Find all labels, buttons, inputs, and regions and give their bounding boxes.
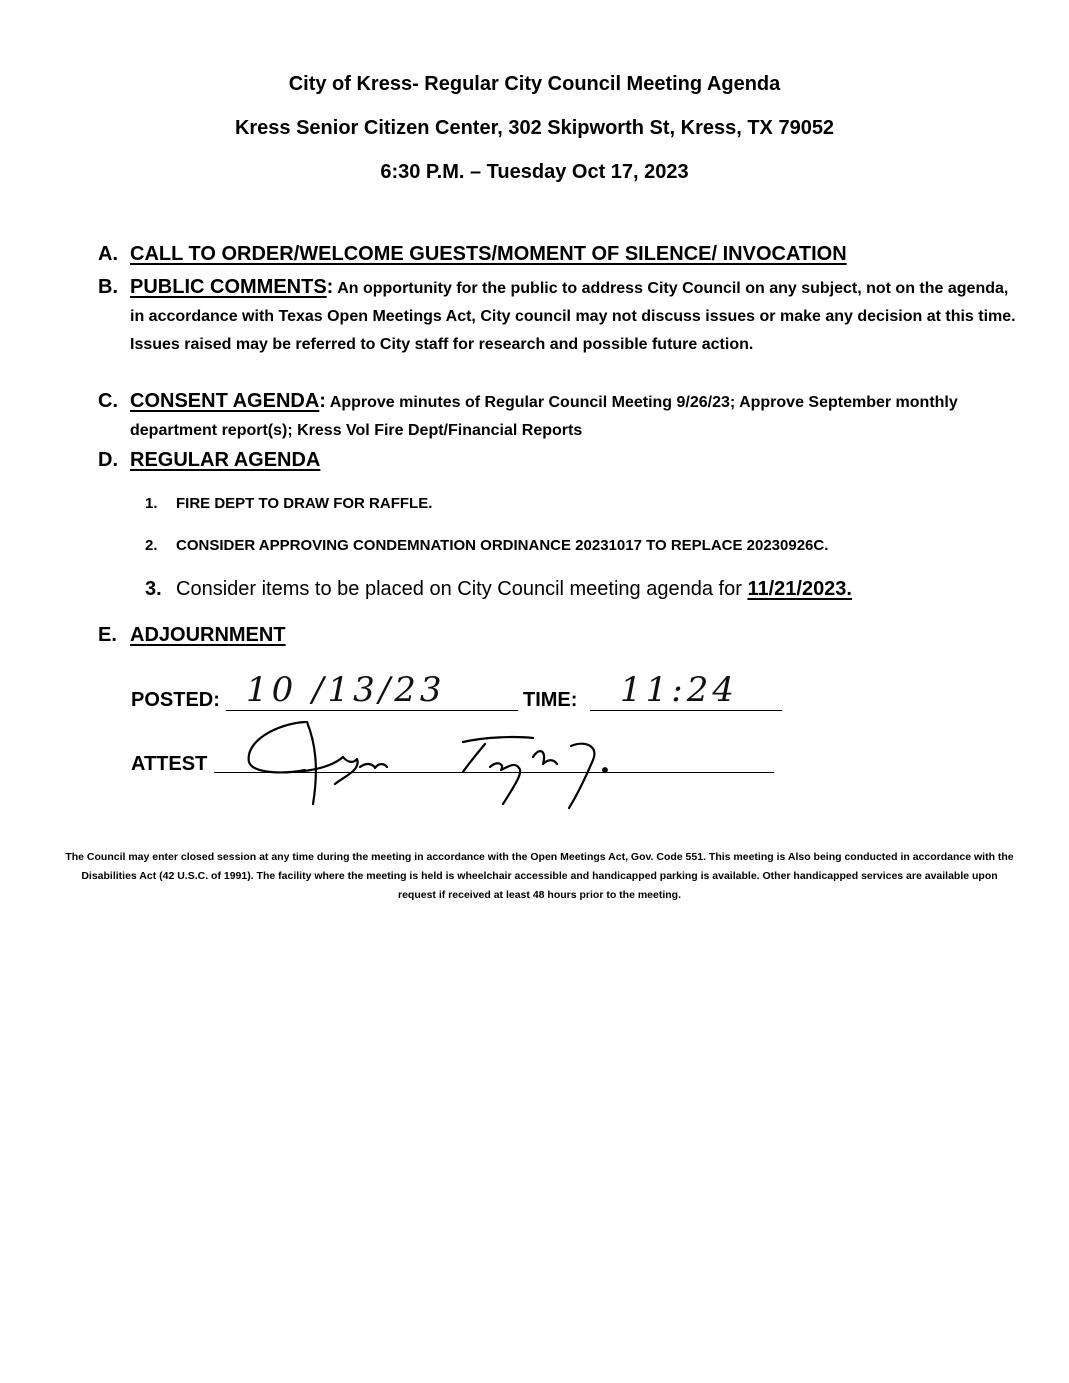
- posted-label: POSTED:: [131, 689, 220, 711]
- attest-signature: [235, 712, 635, 812]
- meeting-datetime: 6:30 P.M. – Tuesday Oct 17, 2023: [380, 161, 689, 183]
- heading-colon: :: [326, 276, 334, 298]
- next-meeting-date: 11/21/2023.: [747, 578, 852, 600]
- section-letter: B.: [98, 276, 118, 298]
- section-consent-agenda: [98, 387, 1018, 445]
- section-public-comments: [98, 273, 1018, 359]
- posted-date-handwritten: 10 /13/23: [246, 670, 446, 710]
- agenda-title: City of Kress- Regular City Council Meeting Agenda: [288, 73, 781, 95]
- section-adjournment: [98, 621, 1018, 651]
- section-heading: CONSENT AGENDA: [130, 390, 320, 412]
- section-heading: CALL TO ORDER/WELCOME GUESTS/MOMENT OF SILENCE/ INVOCATION: [130, 243, 847, 265]
- posted-date-line: [226, 710, 518, 711]
- agenda-item: [145, 492, 432, 516]
- section-heading: PUBLIC COMMENTS: [130, 276, 327, 298]
- section-letter: A.: [98, 243, 118, 265]
- section-heading: ADJOURNMENT: [130, 624, 286, 646]
- agenda-item-text: Consider items to be placed on City Council meeting agenda for: [176, 578, 748, 600]
- time-line: [590, 710, 782, 711]
- meeting-location: Kress Senior Citizen Center, 302 Skipworth St, Kress, TX 79052: [234, 117, 835, 139]
- section-letter: E.: [98, 624, 117, 646]
- section-heading: REGULAR AGENDA: [130, 449, 321, 471]
- section-call-to-order: [98, 240, 1018, 270]
- section-letter: C.: [98, 390, 118, 412]
- agenda-item-number: 3.: [145, 578, 162, 600]
- section-description: Approve minutes of Regular Council Meeting 9/26/23; Approve September monthly department report(s); Kress Vol Fire Dept/Financial Reports: [130, 394, 958, 439]
- agenda-item-number: 1.: [145, 495, 158, 512]
- footnote-disclaimer: The Council may enter closed session at any time during the meeting in accordance with the Open Meetings Act, Gov. Code 551. This meeting is Also being conducted in accordance with the Disabilities Act (42 U.S.C. of 1991). The facility where the meeting is held is wheelchair accessible and handicapped parking is available. Other handicapped services are available upon request if received at least 48 hours prior to the meeting.: [65, 851, 1014, 901]
- heading-colon: :: [319, 390, 326, 412]
- section-letter: D.: [98, 449, 118, 471]
- agenda-item-text: CONSIDER APPROVING CONDEMNATION ORDINANCE 20231017 TO REPLACE 20230926C.: [176, 537, 829, 554]
- agenda-item-text: FIRE DEPT TO DRAW FOR RAFFLE.: [176, 495, 433, 512]
- section-regular-agenda: [98, 446, 1018, 476]
- section-description: An opportunity for the public to address City Council on any subject, not on the agenda, in accordance with Texas Open Meetings Act, City council may not discuss issues or make any decision at this time. Issues raised may be referred to City staff for research and possible future action.: [130, 280, 1016, 353]
- posted-time-handwritten: 11:24: [620, 670, 738, 710]
- agenda-item-number: 2.: [145, 537, 158, 554]
- time-label: TIME:: [523, 689, 578, 711]
- agenda-item: [145, 534, 828, 558]
- agenda-item: [145, 574, 852, 604]
- attest-label: ATTEST: [131, 753, 208, 775]
